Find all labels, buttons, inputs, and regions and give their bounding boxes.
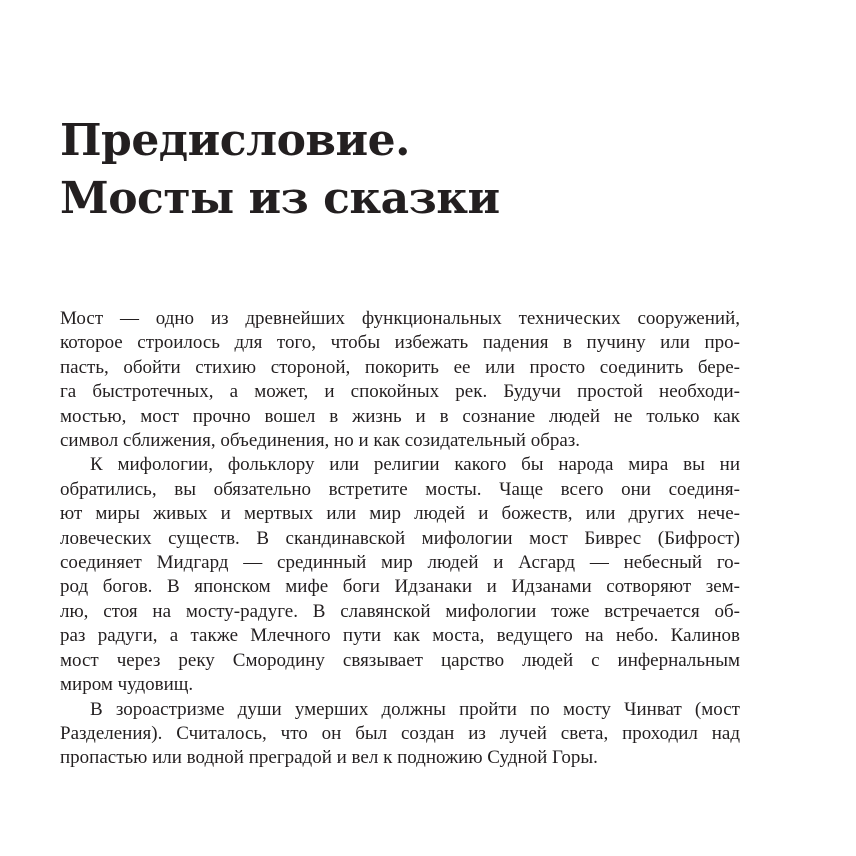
chapter-title-line-2: Мосты из сказки	[60, 173, 500, 224]
text-line: лю, стоя на мосту-радуге. В славянской мифологии тоже встречается об-	[60, 600, 740, 622]
text-line: мостью, мост прочно вошел в жизнь и в сознание людей не только как	[60, 405, 740, 427]
text-line: соединяет Мидгард — срединный мир людей и Асгард — небесный го-	[60, 552, 740, 574]
text-line: символ сближения, объединения, но и как созидательный образ.	[60, 430, 581, 452]
text-line: обратились, вы обязательно встретите мосты. Чаще всего они соединя-	[60, 478, 740, 500]
text-line: Мост — одно из древнейших функциональных технических сооружений,	[60, 308, 740, 329]
text-line: мост через реку Смородину связывает царство людей с инфернальным	[60, 649, 740, 671]
text-line: пропастью или водной преградой и вел к подножию Судной Горы.	[60, 747, 598, 769]
text-line: раз радуги, а также Млечного пути как моста, ведущего на небо. Калинов	[60, 625, 740, 647]
paragraph-1	[60, 307, 740, 453]
chapter-body	[60, 307, 740, 771]
paragraph-3	[60, 698, 740, 771]
text-line: миром чудовищ.	[60, 674, 194, 696]
text-line: К мифологии, фольклору или религии какого бы народа мира вы ни	[90, 454, 740, 476]
text-line: га быстротечных, а может, и спокойных рек. Будучи простой необходи-	[60, 381, 740, 403]
text-line: род богов. В японском мифе боги Идзанаки и Идзанами сотворяют зем-	[60, 576, 740, 598]
text-line: Разделения). Считалось, что он был создан из лучей света, проходил над	[60, 722, 740, 744]
paragraph-2	[60, 453, 740, 697]
text-line: В зороастризме души умерших должны пройти по мосту Чинват (мост	[90, 698, 740, 720]
chapter-title-line-1: Предисловие.	[60, 115, 410, 166]
text-line: ют миры живых и мертвых или мир людей и божеств, или других нече-	[60, 503, 740, 525]
chapter-title	[60, 112, 800, 228]
text-line: ловеческих существ. В скандинавской мифологии мост Биврес (Бифрост)	[60, 527, 740, 549]
text-line: пасть, обойти стихию стороной, покорить ее или просто соединить бере-	[60, 356, 740, 378]
text-line: которое строилось для того, чтобы избежать падения в пучину или про-	[60, 332, 740, 354]
